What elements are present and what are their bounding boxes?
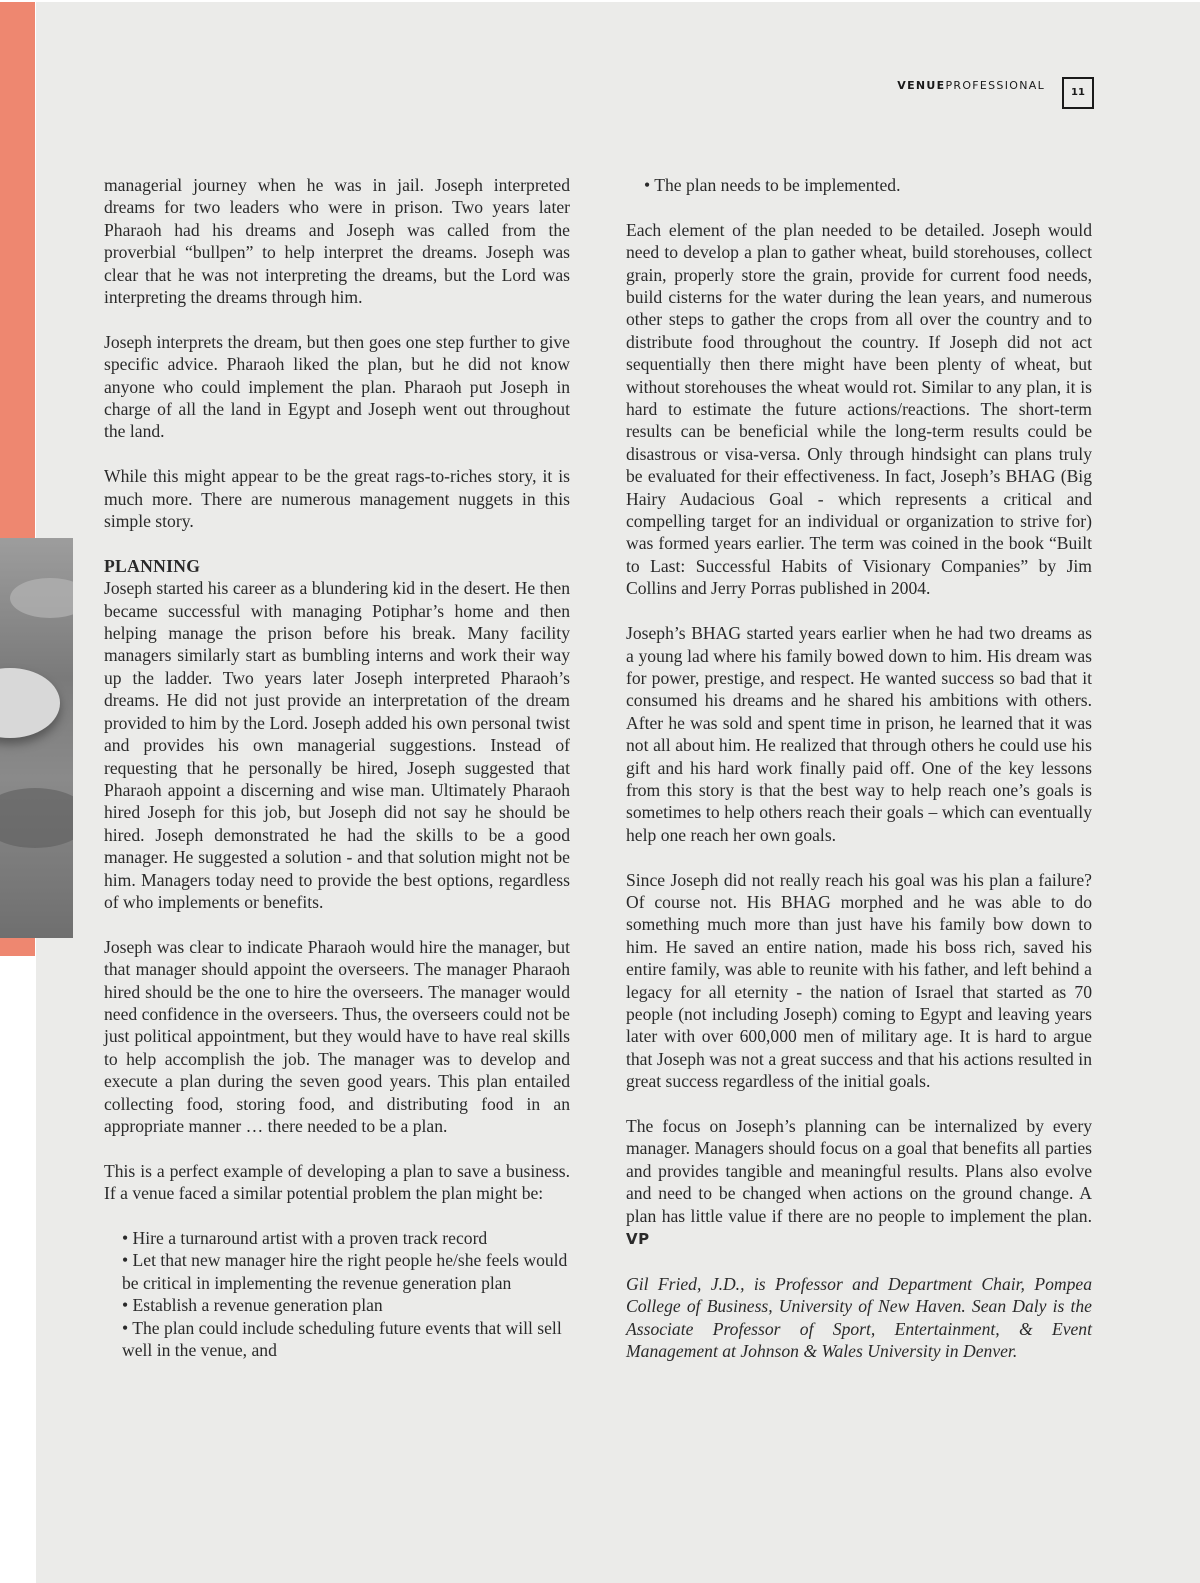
bullet-list <box>122 1227 570 1361</box>
left-column <box>104 174 570 1384</box>
author-bio: Gil Fried, J.D., is Professor and Department Chair, Pompea College of Business, University of New Haven. Sean Daly is the Associate Professor of Sport, Entertainment, & Event Management at Johnson & Wales University in Denver. <box>626 1273 1092 1362</box>
paragraph-text: The focus on Joseph’s planning can be internalized by every manager. Managers should focus on a goal that benefits all parties and provides tangible and meaningful results. Plans also evolve and need to be changed when actions on the ground change. A plan has little value if there are no people to implement the plan. <box>626 1116 1092 1226</box>
closing-paragraph <box>626 1115 1092 1250</box>
masthead-brand-regular: PROFESSIONAL <box>945 79 1045 92</box>
bullet-item: • Establish a revenue generation plan <box>122 1295 383 1316</box>
paragraph: managerial journey when he was in jail. Joseph interpreted dreams for two leaders who were in prison. Two years later Pharaoh had his dreams and Joseph was called from the proverbial “bullpen” to help interpret the dreams. Joseph was clear that he was not interpreting the dreams, but the Lord was interpreting the dreams through him. <box>104 175 570 308</box>
paragraph: While this might appear to be the great rags-to-riches story, it is much more. There are numerous management nuggets in this simple story. <box>104 466 570 532</box>
end-mark: VP <box>626 1230 650 1249</box>
page-number: 11 <box>1062 77 1094 109</box>
section-heading: PLANNING <box>104 555 201 576</box>
paragraph: Joseph started his career as a blundering kid in the desert. He then became successful with managing Potiphar’s home and then helping manage the prison before his break. Many facility managers similarly start as bumbling interns and work their way up the ladder. Two years later Joseph interpreted Pharaoh’s dreams. He did not just provide an interpretation of the dream provided to him by the Lord. Joseph added his own personal twist and provides his own managerial suggestions. Instead of requesting that he personally be hired, Joseph suggested that Pharaoh appoint a discerning and wise man. Ultimately Pharaoh hired Joseph for this job, but Joseph did not say he should be hired. Joseph demonstrated he had the skills to be a good manager. He suggested a solution - and that solution might not be him. Managers today need to provide the best options, regardless of who implements or benefits. <box>104 578 570 912</box>
paragraph: Joseph was clear to indicate Pharaoh would hire the manager, but that manager should appoint the overseers. The manager Pharaoh hired should be the one to hire the overseers. The manager would need confidence in the overseers. Thus, the overseers could not be just political appointment, but they would have to have real skills to help accomplish the job. The manager was to develop and execute a plan during the seven good years. This plan entailed collecting food, storing food, and distributing food in an appropriate manner … there needed to be a plan. <box>104 936 570 1136</box>
bullet-item: • Hire a turnaround artist with a proven track record <box>122 1228 488 1248</box>
bullet-item: • The plan needs to be implemented. <box>644 175 901 195</box>
masthead <box>897 79 1045 93</box>
paragraph: Each element of the plan needed to be detailed. Joseph would need to develop a plan to gather wheat, build storehouses, collect grain, properly store the grain, provide for current food needs, build cisterns for the water during the lean years, and numerous other steps to gather the crops from all over the country and to distribute food throughout the country. If Joseph did not act sequentially then there might have been plenty of wheat, but without storehouses the wheat would rot. Similar to any plan, it is hard to estimate the future actions/reactions. The short-term results can be beneficial while the long-term results could be disastrous or visa-versa. Only through hindsight can plans truly be evaluated for their effectiveness. In fact, Joseph’s BHAG (Big Hairy Audacious Goal - which represents a critical and compelling target for an individual or organization to strive for) was formed years earlier. The term was coined in the book “Built to Last: Successful Habits of Visionary Companies” by Jim Collins and Jerry Porras published in 2004. <box>626 219 1092 599</box>
bullet-item: • Let that new manager hire the right people he/she feels would be critical in implementing the revenue generation plan <box>122 1250 568 1293</box>
right-column <box>626 174 1092 1385</box>
bullet-list <box>644 174 1092 196</box>
cropped-photo <box>0 538 73 938</box>
paragraph: Joseph interprets the dream, but then goes one step further to give specific advice. Pharaoh liked the plan, but he did not know anyone who could implement the plan. Pharaoh put Joseph in charge of all the land in Egypt and Joseph went out throughout the land. <box>104 331 570 442</box>
masthead-brand-bold: VENUE <box>897 79 946 92</box>
paragraph: Joseph’s BHAG started years earlier when he had two dreams as a young lad where his family bowed down to him. His dream was for power, prestige, and respect. He wanted success so bad that it consumed his dreams and he shared his ambitions with others. After he was sold and spent time in prison, he learned that it was not all about him. He realized that through others he could use his gift and his hard work finally paid off. One of the key lessons from this story is that the best way to help reach one’s goals is sometimes to help others reach their goals – which can eventually help one reach her own goals. <box>626 623 1092 845</box>
paragraph: This is a perfect example of developing a plan to save a business. If a venue faced a similar potential problem the plan might be: <box>104 1160 570 1204</box>
bullet-item: • The plan could include scheduling future events that will sell well in the venue, and <box>122 1317 562 1361</box>
paragraph: Since Joseph did not really reach his goal was his plan a failure? Of course not. His BHAG morphed and he was able to do something much more than just have his family bow down to him. He saved an entire nation, made his boss rich, saved his entire family, was able to reunite with his father, and left behind a legacy for all eternity - the nation of Israel that started as 70 people (not including Joseph) coming to Egypt and leaving years later with over 600,000 men of military age. It is hard to argue that Joseph was not a great success and that his actions resulted in great success regardless of the initial goals. <box>626 869 1092 1092</box>
